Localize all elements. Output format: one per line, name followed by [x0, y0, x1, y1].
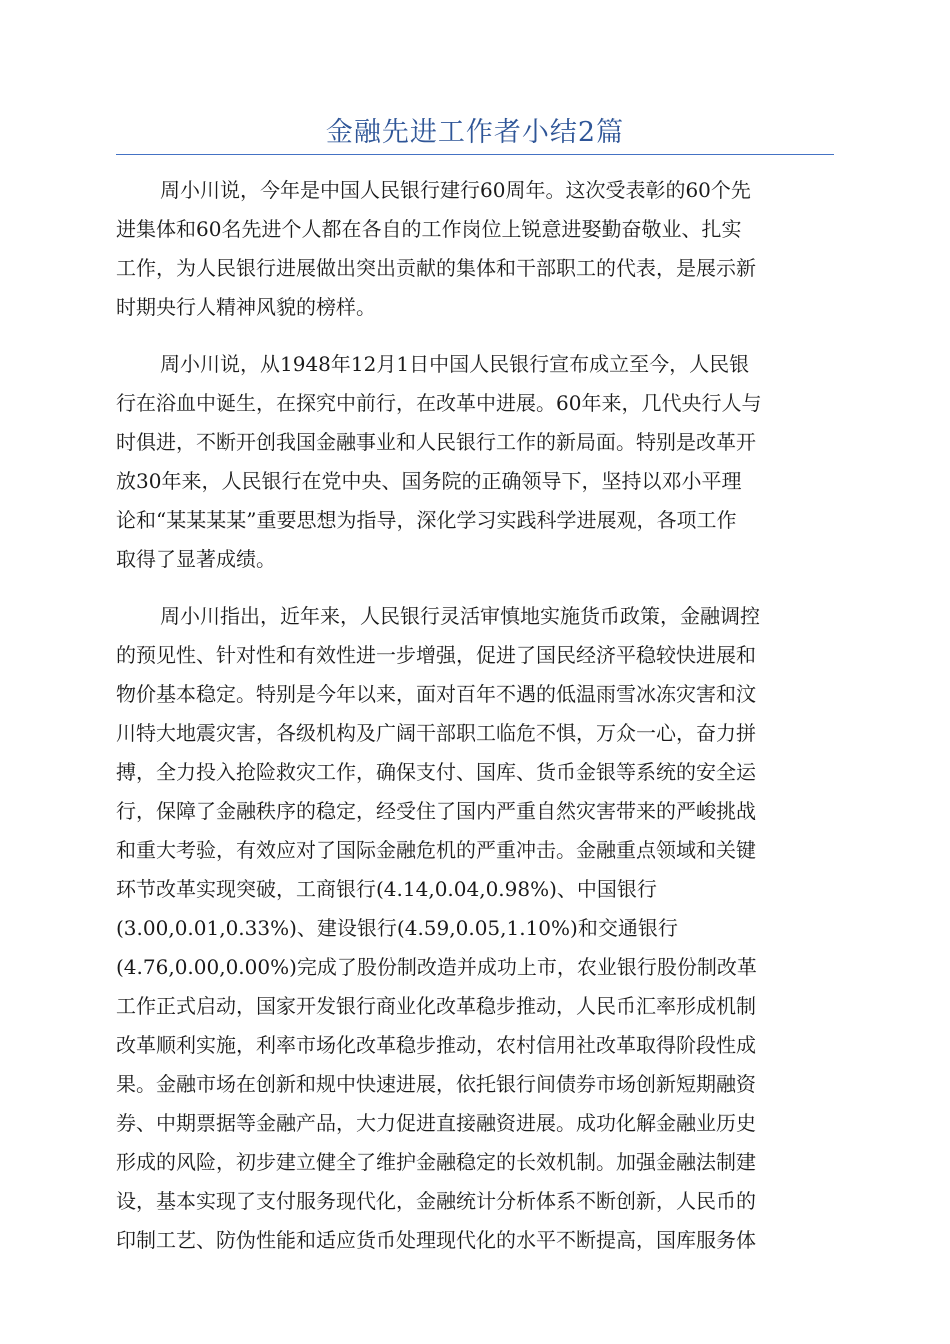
- document-body: [116, 171, 834, 1278]
- text-line: 物价基本稳定。特别是今年以来，面对百年不遇的低温雨雪冰冻灾害和汶: [116, 682, 756, 706]
- text-line: 环节改革实现突破，工商银行(4.14,0.04,0.98%)、中国银行: [116, 877, 657, 901]
- text-line: 周小川说，从1948年12月1日中国人民银行宣布成立至今，人民银: [160, 352, 750, 376]
- text-line: 工作，为人民银行进展做出突出贡献的集体和干部职工的代表，是展示新: [116, 256, 756, 280]
- text-line: 果。金融市场在创新和规中快速进展，依托银行间债券市场创新短期融资: [116, 1072, 756, 1096]
- text-line: 川特大地震灾害，各级机构及广阔干部职工临危不惧，万众一心，奋力拼: [116, 721, 756, 745]
- text-line: 时期央行人精神风貌的榜样。: [116, 295, 376, 319]
- document-title: 金融先进工作者小结2篇: [325, 117, 625, 148]
- title-underline: [116, 154, 834, 155]
- text-line: 周小川指出，近年来，人民银行灵活审慎地实施货币政策，金融调控: [160, 604, 760, 628]
- text-line: 进集体和60名先进个人都在各自的工作岗位上锐意进娶勤奋敬业、扎实: [116, 217, 742, 241]
- text-line: 设，基本实现了支付服务现代化，金融统计分析体系不断创新，人民币的: [116, 1189, 756, 1213]
- text-line: 搏，全力投入抢险救灾工作，确保支付、国库、货币金银等系统的安全运: [116, 760, 756, 784]
- text-line: 形成的风险，初步建立健全了维护金融稳定的长效机制。加强金融法制建: [116, 1150, 756, 1174]
- text-line: 券、中期票据等金融产品，大力促进直接融资进展。成功化解金融业历史: [116, 1111, 756, 1135]
- text-line: 印制工艺、防伪性能和适应货币处理现代化的水平不断提高，国库服务体: [116, 1228, 756, 1252]
- text-line: 周小川说，今年是中国人民银行建行60周年。这次受表彰的60个先: [160, 178, 751, 202]
- text-line: 行在浴血中诞生，在探究中前行，在改革中进展。60年来，几代央行人与: [116, 391, 762, 415]
- text-line: 放30年来，人民银行在党中央、国务院的正确领导下，坚持以邓小平理: [116, 469, 742, 493]
- text-line: 改革顺利实施，利率市场化改革稳步推动，农村信用社改革取得阶段性成: [116, 1033, 756, 1057]
- text-line: 的预见性、针对性和有效性进一步增强，促进了国民经济平稳较快进展和: [116, 643, 756, 667]
- text-line: (3.00,0.01,0.33%)、建设银行(4.59,0.05,1.10%)和交通银行: [116, 916, 678, 940]
- text-line: 行，保障了金融秩序的稳定，经受住了国内严重自然灾害带来的严峻挑战: [116, 799, 756, 823]
- text-line: 论和“某某某某”重要思想为指导，深化学习实践科学进展观，各项工作: [116, 508, 737, 532]
- text-line: (4.76,0.00,0.00%)完成了股份制改造并成功上市，农业银行股份制改革: [116, 955, 757, 979]
- paragraph-3: [116, 597, 834, 1260]
- text-line: 取得了显著成绩。: [116, 547, 276, 571]
- text-line: 工作正式启动，国家开发银行商业化改革稳步推动，人民币汇率形成机制: [116, 994, 756, 1018]
- text-line: 和重大考验，有效应对了国际金融危机的严重冲击。金融重点领域和关键: [116, 838, 756, 862]
- text-line: 时俱进，不断开创我国金融事业和人民银行工作的新局面。特别是改革开: [116, 430, 756, 454]
- paragraph-1: [116, 171, 834, 327]
- paragraph-2: [116, 345, 834, 579]
